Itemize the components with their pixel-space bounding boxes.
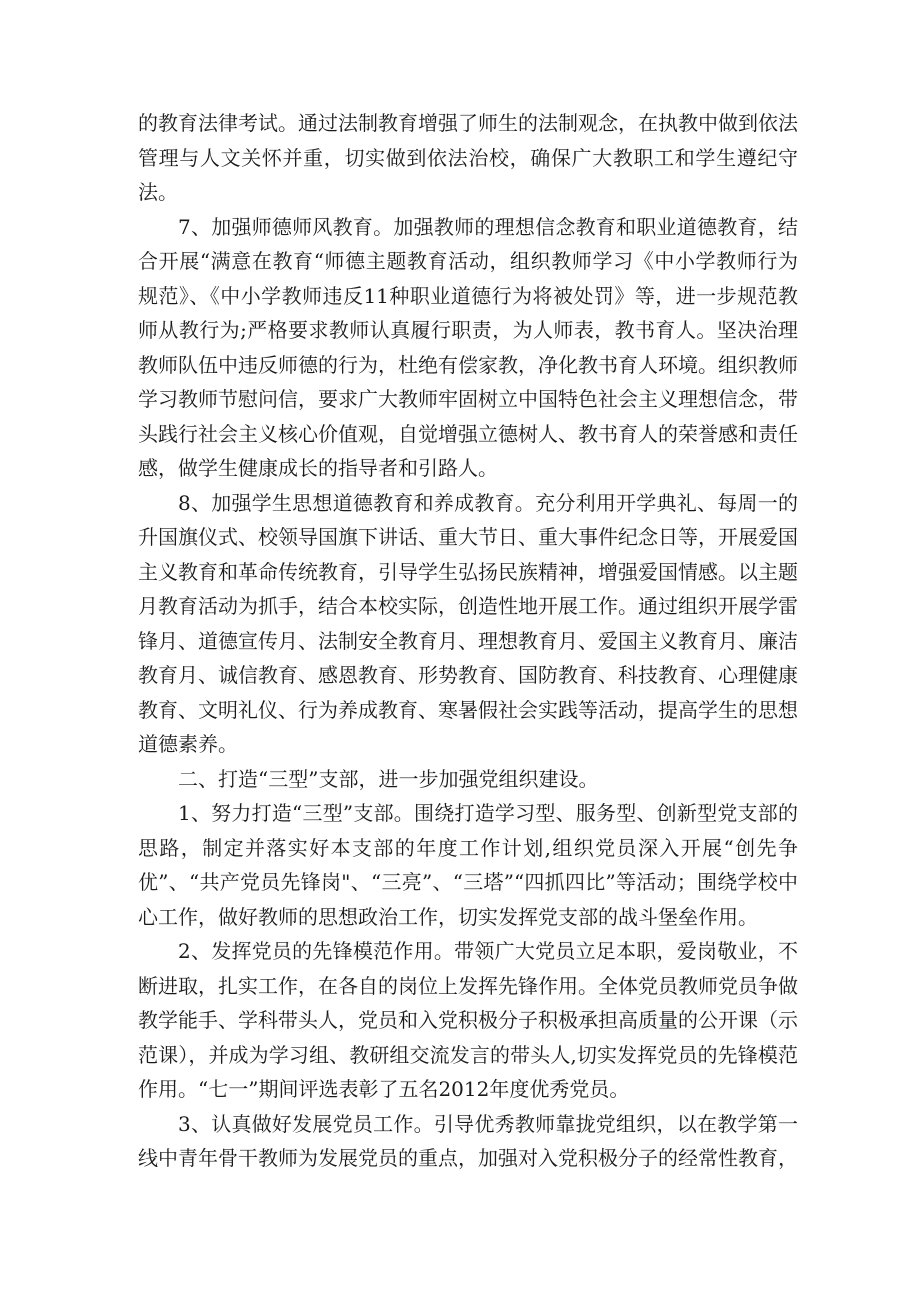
paragraph-item-3-member-development: 3、认真做好发展党员工作。引导优秀教师靠拢党组织，以在教学第一线中青年骨干教师为发展党员的重点，加强对入党积极分子的经常性教育，	[138, 1111, 798, 1170]
paragraph-item-1-three-type-branch: 1、努力打造“三型”支部。围绕打造学习型、服务型、创新型党支部的思路，制定并落实好本支部的年度工作计划,组织党员深入开展“创先争优”、“共产党员先锋岗"、“三亮”、“三塔”“四抓四比”等活动；围绕学校中心工作，做好教师的思想政治工作，切实发挥党支部的战斗堡垒作用。	[138, 801, 798, 929]
section-heading-party-branch: 二、打造“三型”支部，进一步加强党组织建设。	[178, 766, 599, 791]
paragraph-continuation: 的教育法律考试。通过法制教育增强了师生的法制观念，在执教中做到依法管理与人文关怀并重，切实做到依法治校，确保广大教职工和学生遵纪守法。	[138, 111, 798, 204]
paragraph-item-2-party-member-role: 2、发挥党员的先锋模范作用。带领广大党员立足本职，爱岗敬业，不断进取，扎实工作，在各自的岗位上发挥先锋作用。全体党员教师党员争做教学能手、学科带头人，党员和入党积极分子积极承担高质量的公开课（示范课），并成为学习组、教研组交流发言的带头人,切实发挥党员的先锋模范作用。“七一”期间评选表彰了五名2012年度优秀党员。	[138, 939, 798, 1101]
paragraph-item-8-student-moral-education: 8、加强学生思想道德教育和养成教育。充分利用开学典礼、每周一的升国旗仪式、校领导国旗下讲话、重大节日、重大事件纪念日等，开展爱国主义教育和革命传统教育，引导学生弘扬民族精神，增强爱国情感。以主题月教育活动为抓手，结合本校实际，创造性地开展工作。通过组织开展学雷锋月、道德宣传月、法制安全教育月、理想教育月、爱国主义教育月、廉洁教育月、诚信教育、感恩教育、形势教育、国防教育、科技教育、心理健康教育、文明礼仪、行为养成教育、寒暑假社会实践等活动，提高学生的思想道德素养。	[138, 490, 798, 756]
document-body	[138, 106, 798, 1176]
paragraph-item-7-teacher-ethics: 7、加强师德师风教育。加强教师的理想信念教育和职业道德教育，结合开展“满意在教育“师德主题教育活动，组织教师学习《中小学教师行为规范》、《中小学教师违反11种职业道德行为将被处罚》等，进一步规范教师从教行为;严格要求教师认真履行职责，为人师表，教书育人。坚决治理教师队伍中违反师德的行为，杜绝有偿家教，净化教书育人环境。组织教师学习教师节慰问信，要求广大教师牢固树立中国特色社会主义理想信念，带头践行社会主义核心价值观，自觉增强立德树人、教书育人的荣誉感和责任感，做学生健康成长的指导者和引路人。	[138, 214, 798, 480]
